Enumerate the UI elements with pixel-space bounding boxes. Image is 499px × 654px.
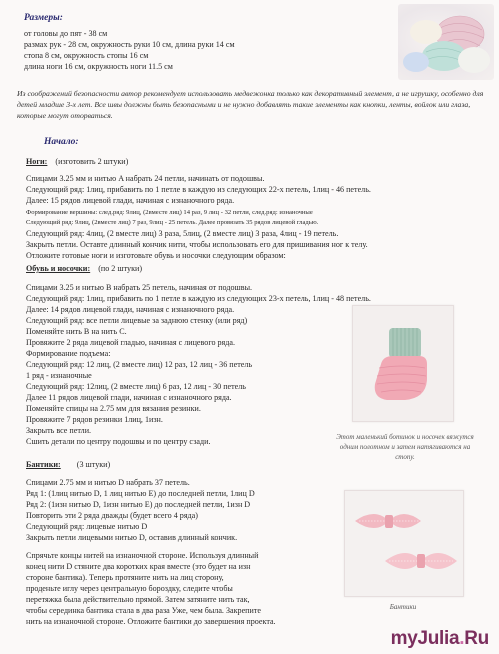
size-line: стопа 8 см, окружность стопы 16 см: [24, 51, 149, 60]
legs-subtitle: (изготовить 2 штуки): [55, 157, 129, 166]
size-line: размах рук - 28 см, окружность руки 10 см, длина руки 14 см: [24, 40, 235, 49]
bows-photo-frame: [344, 490, 464, 597]
instruction-line: Спрячьте концы нитей на изнаночной стороне. Используя длинный: [26, 551, 259, 560]
instruction-line: Поменяйте спицы на 2.75 мм для вязания резинки.: [26, 404, 201, 413]
instruction-line: проденьте иглу через центральную бороздку, следите чтобы: [26, 584, 233, 593]
instruction-line: Закрыть петли лицевыми нитью D, оставив длинный кончик.: [26, 533, 238, 542]
bows-caption: Бантики: [389, 603, 417, 611]
instruction-line: Отложите готовые ноги и изготовьте обувь и носочки следующим образом:: [26, 251, 286, 260]
instruction-line: Следующий ряд: 1лиц, прибавить по 1 петле в каждую из следующих 22-х петель, 1лиц - 46 петель.: [26, 185, 371, 194]
instruction-line: Спицами 2.75 мм и нитью D набрать 37 петель.: [26, 478, 190, 487]
legs-heading-line: [26, 156, 128, 167]
start-title: Начало:: [44, 137, 79, 147]
size-line: от головы до пят - 38 см: [24, 29, 108, 38]
bootie-photo-frame: [352, 305, 454, 422]
instruction-line: Закрыть все петли.: [26, 426, 92, 435]
instruction-line: Ряд 1: (1лиц нитью D, 1 лиц нитью E) до последней петли, 1лиц D: [26, 489, 255, 498]
shoes-heading-line: [26, 263, 142, 274]
yarn-balls-icon: [398, 4, 494, 80]
bootie-caption: Этот маленький ботинок и носочек вяжутся одним полотном и затем натягиваются на стопу.: [336, 433, 474, 461]
instruction-line: нить на изнаночной стороне. Отложите бантики до завершения проекта.: [26, 617, 276, 626]
instruction-line: конец нити D стяните два коротких края вместе (это будет на изн: [26, 562, 251, 571]
shoes-subtitle: (по 2 штуки): [98, 264, 143, 273]
instruction-line: Следующий ряд: все петли лицевые за заднюю стенку (или ряд): [26, 316, 248, 325]
instruction-line: чтобы серединка бантика стала в два раза Уже, чем была. Закрепите: [26, 606, 261, 615]
instruction-line: Ряд 2: (1изн нитью D, 1изн нитью E) до последней петли, 1изн D: [26, 500, 251, 509]
instruction-line: Далее: 15 рядов лицевой глади, начиная с изнаночного ряда.: [26, 196, 235, 205]
instruction-line: Следующий ряд: 12лиц, (2 вместе лиц) 6 раз, 12 лиц - 30 петель: [26, 382, 247, 391]
bows-subtitle: (3 штуки): [76, 460, 111, 469]
instruction-line: Повторить эти 2 ряда дважды (будет всего 4 ряда): [26, 511, 198, 520]
instruction-line: Следующий ряд: 12 лиц, (2 вместе лиц) 12 раз, 12 лиц - 36 петель: [26, 360, 253, 369]
watermark-left: myJulia: [390, 628, 460, 649]
instruction-line: Далее: 14 рядов лицевой глади, начиная с изнаночного ряда.: [26, 305, 235, 314]
site-watermark: [391, 628, 489, 650]
instruction-line: Формирование вершины: след.ряд: 9лиц, (2вместе лиц) 14 раз, 9 лиц - 32 петли, след.ряд: изнаночные: [26, 209, 313, 216]
instruction-line: Следующий ряд: 4лиц, (2 вместе лиц) 3 раза, 5лиц, (2 вместе лиц) 3 раза, 4лиц - 19 петель.: [26, 229, 339, 238]
instruction-line: Формирование подъема:: [26, 349, 111, 358]
safety-note: Из соображений безопасности автор рекомендует использовать медвежонка только как декоративный элемент, а не игрушку, особенно для детей младше 3-х лет. Все швы должны быть безопасными и не нужно добавлять такие элементы как кнопки, ленты, войлок или глаза, которые могут оторваться.: [17, 89, 484, 120]
instruction-line: Закрыть петли. Оставте длинный кончик нити, чтобы использовать его для пришивания ног к телу.: [26, 240, 368, 249]
shoes-title: Обувь и носочки:: [26, 264, 91, 273]
instruction-line: Сшить детали по центру подошвы и по центру сзади.: [26, 437, 211, 446]
instruction-line: Следующий ряд: лицевые нитью D: [26, 522, 148, 531]
instruction-line: перетяжка была действительно прямой. Затем затяните нить так,: [26, 595, 250, 604]
instruction-line: Провяжите 2 ряда лицевой гладью, начиная с лицевого ряда.: [26, 338, 236, 347]
instruction-line: 1 ряд - изнаночные: [26, 371, 92, 380]
bows-heading-line: [26, 459, 110, 470]
bootie-illustration: [353, 306, 453, 421]
legs-title: Ноги:: [26, 157, 48, 166]
instruction-line: Следующий ряд: 9лиц, (2вместе лиц) 7 раз, 9лиц - 25 петель. Далее провязать 35 рядов лицевой гладью.: [26, 219, 319, 226]
instruction-line: Провяжите 7 рядов резинки 1лиц, 1изн.: [26, 415, 163, 424]
instruction-line: Далее 11 рядов лицевой глади, начиная с изнаночного ряда.: [26, 393, 232, 402]
instruction-line: Спицами 3.25 и нитью B набрать 25 петель, начиная от подошвы.: [26, 283, 253, 292]
yarn-photo: [398, 4, 494, 80]
bows-illustration: [345, 491, 463, 596]
watermark-dot: .: [459, 628, 465, 649]
sizes-title: Размеры:: [24, 13, 63, 23]
size-line: длина ноги 16 см, окружность ноги 11.5 см: [24, 62, 173, 71]
instruction-line: Спицами 3.25 мм и нитью A набрать 24 петли, начинать от подошвы.: [26, 174, 265, 183]
instruction-line: Следующий ряд: 1лиц, прибавить по 1 петле в каждую из следующих 23-х петель, 1лиц - 48 петель.: [26, 294, 371, 303]
instruction-line: Поменяйте нить B на нить C.: [26, 327, 127, 336]
instruction-line: стороне бантика). Теперь протяните нить на лиц сторону,: [26, 573, 224, 582]
bows-title: Бантики:: [26, 460, 61, 469]
watermark-right: Ru: [464, 628, 489, 649]
